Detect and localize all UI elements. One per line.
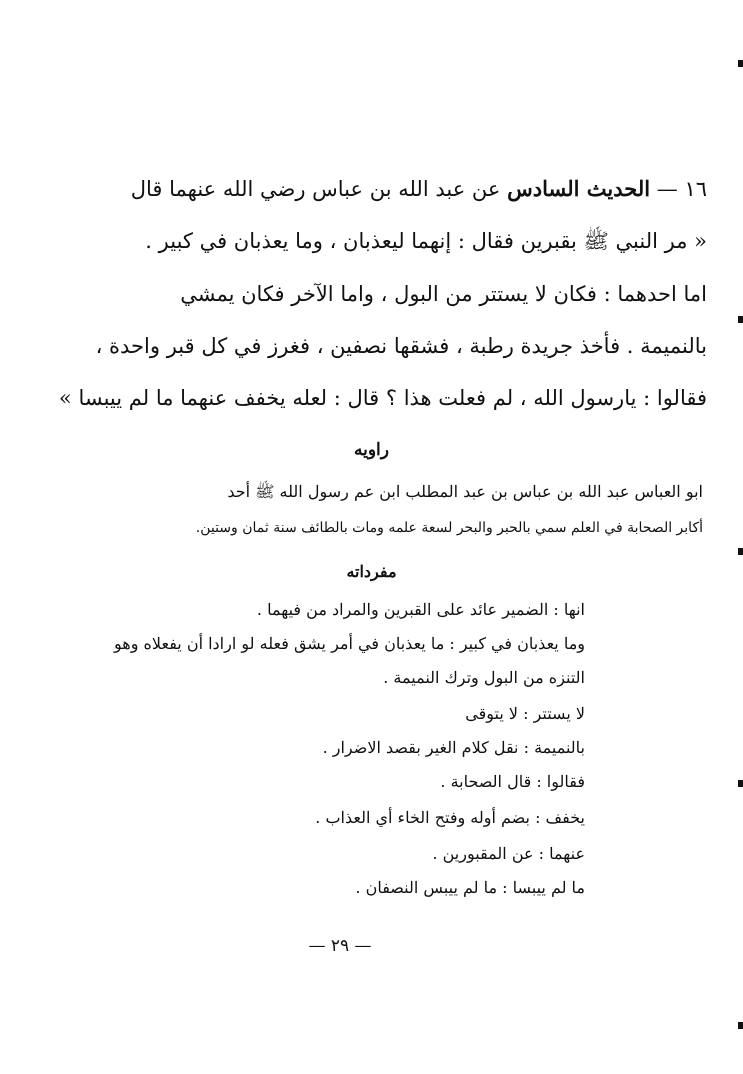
hadith-line-4: بالنميمة . فأخذ جريدة رطبة ، فشقها نصفين ، فغرز في كل قبر واحدة ،	[95, 334, 707, 358]
vocab-line-9: ما لم ييبسا : ما لم ييبس النصفان .	[355, 878, 585, 897]
vocab-line-1: انها : الضمير عائد على القبرين والمراد من فيهما .	[256, 600, 585, 619]
narrator-line-1: ابو العباس عبد الله بن عباس بن عبد المطلب ابن عم رسول الله ﷺ أحد	[227, 482, 703, 501]
hadith-number: ١٦	[684, 177, 707, 201]
scan-edge-mark	[738, 316, 743, 323]
hadith-line-3: اما احدهما : فكان لا يستتر من البول ، واما الآخر فكان يمشي	[180, 282, 707, 306]
vocab-line-5: بالنميمة : نقل كلام الغير بقصد الاضرار .	[322, 738, 585, 757]
hadith-line-2: « مر النبي ﷺ بقبرين فقال : إنهما ليعذبان ، وما يعذبان في كبير .	[145, 229, 707, 253]
scan-edge-mark	[738, 548, 743, 555]
vocab-title: مفرداته	[346, 562, 397, 581]
vocab-line-3: التنزه من البول وترك النميمة .	[383, 668, 585, 687]
scan-edge-mark	[738, 1022, 743, 1029]
page-number: — ٢٩ —	[308, 936, 372, 956]
scan-edge-mark	[738, 780, 743, 787]
narrator-line-2: أكابر الصحابة في العلم سمي بالحبر والبحر لسعة علمه ومات بالطائف سنة ثمان وستين.	[195, 520, 703, 536]
hadith-line-5: فقالوا : يارسول الله ، لم فعلت هذا ؟ قال : لعله يخفف عنهما ما لم ييبسا »	[58, 386, 707, 410]
vocab-line-4: لا يستتر : لا يتوقى	[465, 704, 585, 723]
vocab-line-7: يخفف : بضم أوله وفتح الخاء أي العذاب .	[315, 808, 585, 827]
vocab-line-8: عنهما : عن المقبورين .	[432, 844, 585, 863]
hadith-line-1: ١٦ — الحديث السادس عن عبد الله بن عباس رضي الله عنهما قال	[130, 176, 707, 201]
hadith-heading: الحديث السادس	[507, 176, 651, 201]
vocab-line-6: فقالوا : قال الصحابة .	[440, 772, 585, 791]
hadith-intro: عن عبد الله بن عباس رضي الله عنهما قال	[130, 177, 501, 201]
vocab-line-2: وما يعذبان في كبير : ما يعذبان في أمر يشق فعله لو ارادا أن يفعلاه وهو	[114, 634, 585, 653]
scan-edge-mark	[738, 60, 743, 67]
narrator-title: راويه	[354, 440, 389, 460]
